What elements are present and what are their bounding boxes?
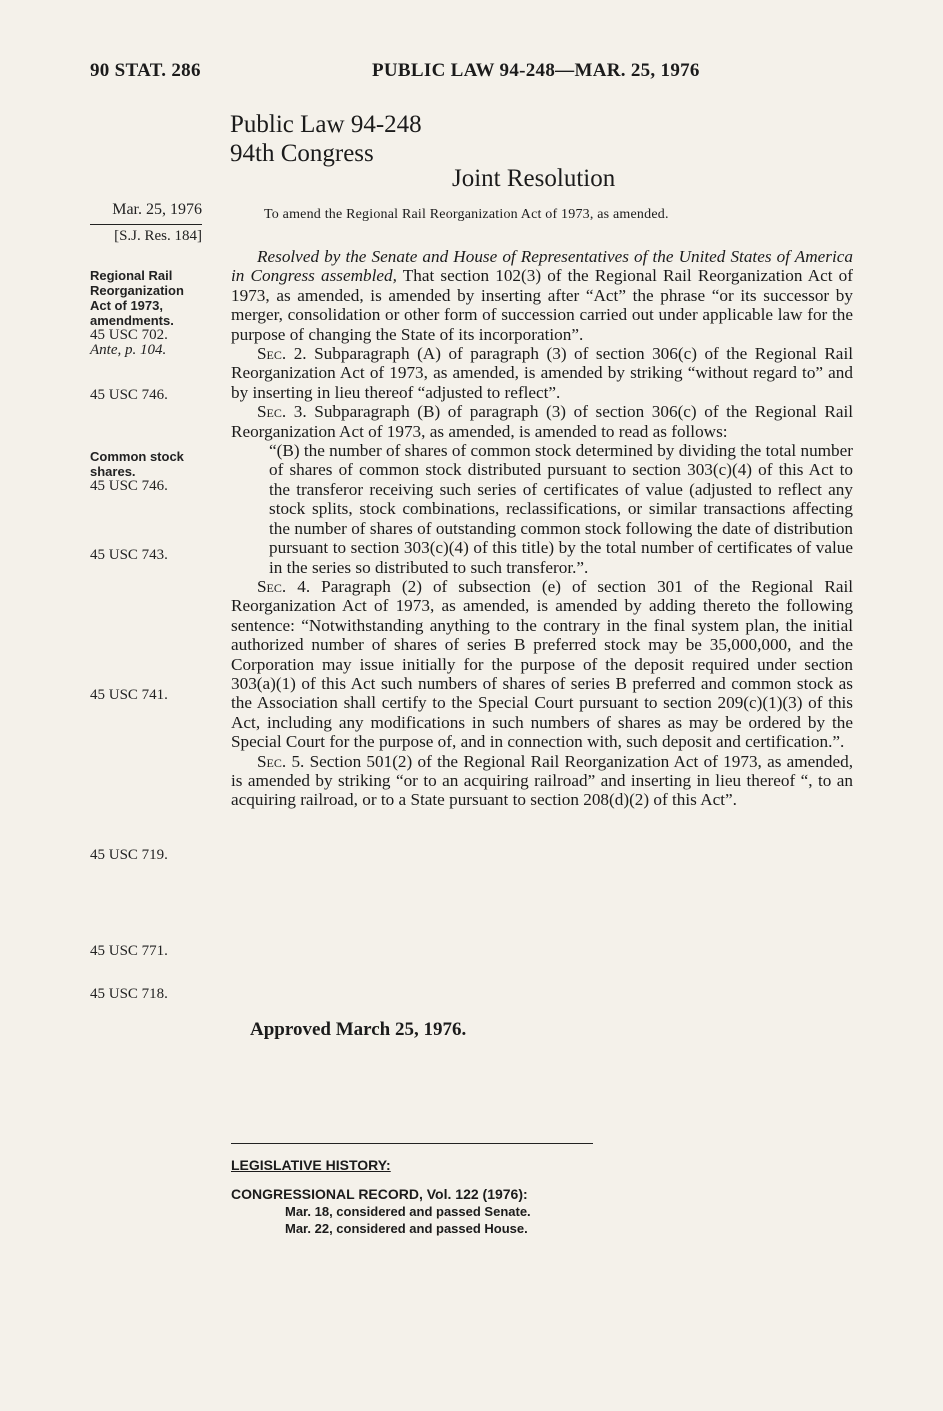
margin-date: Mar. 25, 1976 <box>112 201 202 218</box>
usc-citation: 45 USC 718. <box>90 986 168 1002</box>
legislative-history-heading: LEGISLATIVE HISTORY: <box>231 1157 391 1173</box>
history-rule <box>231 1143 593 1144</box>
margin-note-common-stock: Common stock shares. 45 USC 746. <box>90 449 184 494</box>
ante-citation: Ante, p. 104. <box>90 342 167 358</box>
usc-citation: 45 USC 741. <box>90 687 168 703</box>
section-1: Resolved by the Senate and House of Representatives of the United States of America in Congress assembled, That section 102(3) of the Regional Rail Reorganization Act of 1973, as amended, is amended by inserting after “Act” the phrase “or its successor by merger, consolidation or other form of succession carried out under applicable law for the purpose of changing the State of its incorporation”. <box>231 247 853 344</box>
section-2: Sec. 2. Subparagraph (A) of paragraph (3) of section 306(c) of the Regional Rail Reorganization Act of 1973, as amended, is amended by striking “without regard to” and by inserting in lieu thereof “adjusted to reflect”. <box>231 344 853 402</box>
usc-citation: 45 USC 719. <box>90 847 168 863</box>
margin-bill-number: [S.J. Res. 184] <box>114 228 202 244</box>
usc-citation: 45 USC 746. <box>90 478 168 494</box>
usc-citation: 45 USC 771. <box>90 943 168 959</box>
document-type: Joint Resolution <box>452 165 616 192</box>
section-3-quoted-text: “(B) the number of shares of common stock determined by dividing the total number of shares of common stock distributed pursuant to section 303(c)(4) of this Act to the transferor receiving such series of certificates of value (adjusted to reflect any stock splits, stock combinations, reclassifications, or similar transactions affecting the number of shares of outstanding common stock following the date of distribution pursuant to section 303(c)(4) of this title) by the total number of certificates of value in the series so distributed to such transferor.”. <box>269 441 853 577</box>
section-5: Sec. 5. Section 501(2) of the Regional Rail Reorganization Act of 1973, as amended, is amended by striking “or to an acquiring railroad” and inserting in lieu thereof “, to an acquiring railroad, or to a State pursuant to section 208(d)(2) of this Act”. <box>231 751 853 810</box>
margin-note-regional-rail: Regional Rail Reorganization Act of 1973, amendments. 45 USC 702. Ante, p. 104. <box>90 268 184 358</box>
approval-date: Approved March 25, 1976. <box>250 1019 467 1040</box>
congress-number: 94th Congress <box>230 140 374 167</box>
history-entry: Mar. 22, considered and passed House. <box>285 1221 528 1236</box>
margin-date-rule <box>90 224 202 225</box>
legislative-history <box>231 1186 531 1237</box>
title-block <box>230 110 422 168</box>
section-3: Sec. 3. Subparagraph (B) of paragraph (3) of section 306(c) of the Regional Rail Reorganization Act of 1973, as amended, is amended to read as follows: <box>231 402 853 441</box>
resolution-body <box>231 247 853 810</box>
congressional-record-title: CONGRESSIONAL RECORD, Vol. 122 (1976): <box>231 1186 528 1202</box>
purpose-clause: To amend the Regional Rail Reorganization Act of 1973, as amended. <box>264 207 669 222</box>
stat-page-number: 90 STAT. 286 <box>90 60 201 81</box>
enacting-clause: Resolved by the Senate and House of Representatives of the United States of America in Congress assembled, <box>231 247 853 286</box>
usc-citation: 45 USC 746. <box>90 387 168 403</box>
usc-citation: 45 USC 743. <box>90 547 168 563</box>
section-4: Sec. 4. Paragraph (2) of subsection (e) of section 301 of the Regional Rail Reorganization Act of 1973, as amended, is amended by adding thereto the following sentence: “Notwithstanding anything to the contrary in the final system plan, the initial authorized number of shares of series B preferred stock may be 35,000,000, and the Corporation may issue initially for the purpose of the deposit required under section 303(a)(1) of this Act such numbers of shares of series B preferred and common stock as the Association shall certify to the Special Court pursuant to section 209(c)(1)(3) of this Act, including any modifications in such numbers of shares as may be ordered by the Special Court for the purpose of, and in connection with, such deposit and certification.”. <box>231 576 854 752</box>
running-header: PUBLIC LAW 94-248—MAR. 25, 1976 <box>372 60 700 81</box>
history-entry: Mar. 18, considered and passed Senate. <box>285 1204 531 1219</box>
law-number: Public Law 94-248 <box>230 111 422 138</box>
usc-citation: 45 USC 702. <box>90 327 168 343</box>
